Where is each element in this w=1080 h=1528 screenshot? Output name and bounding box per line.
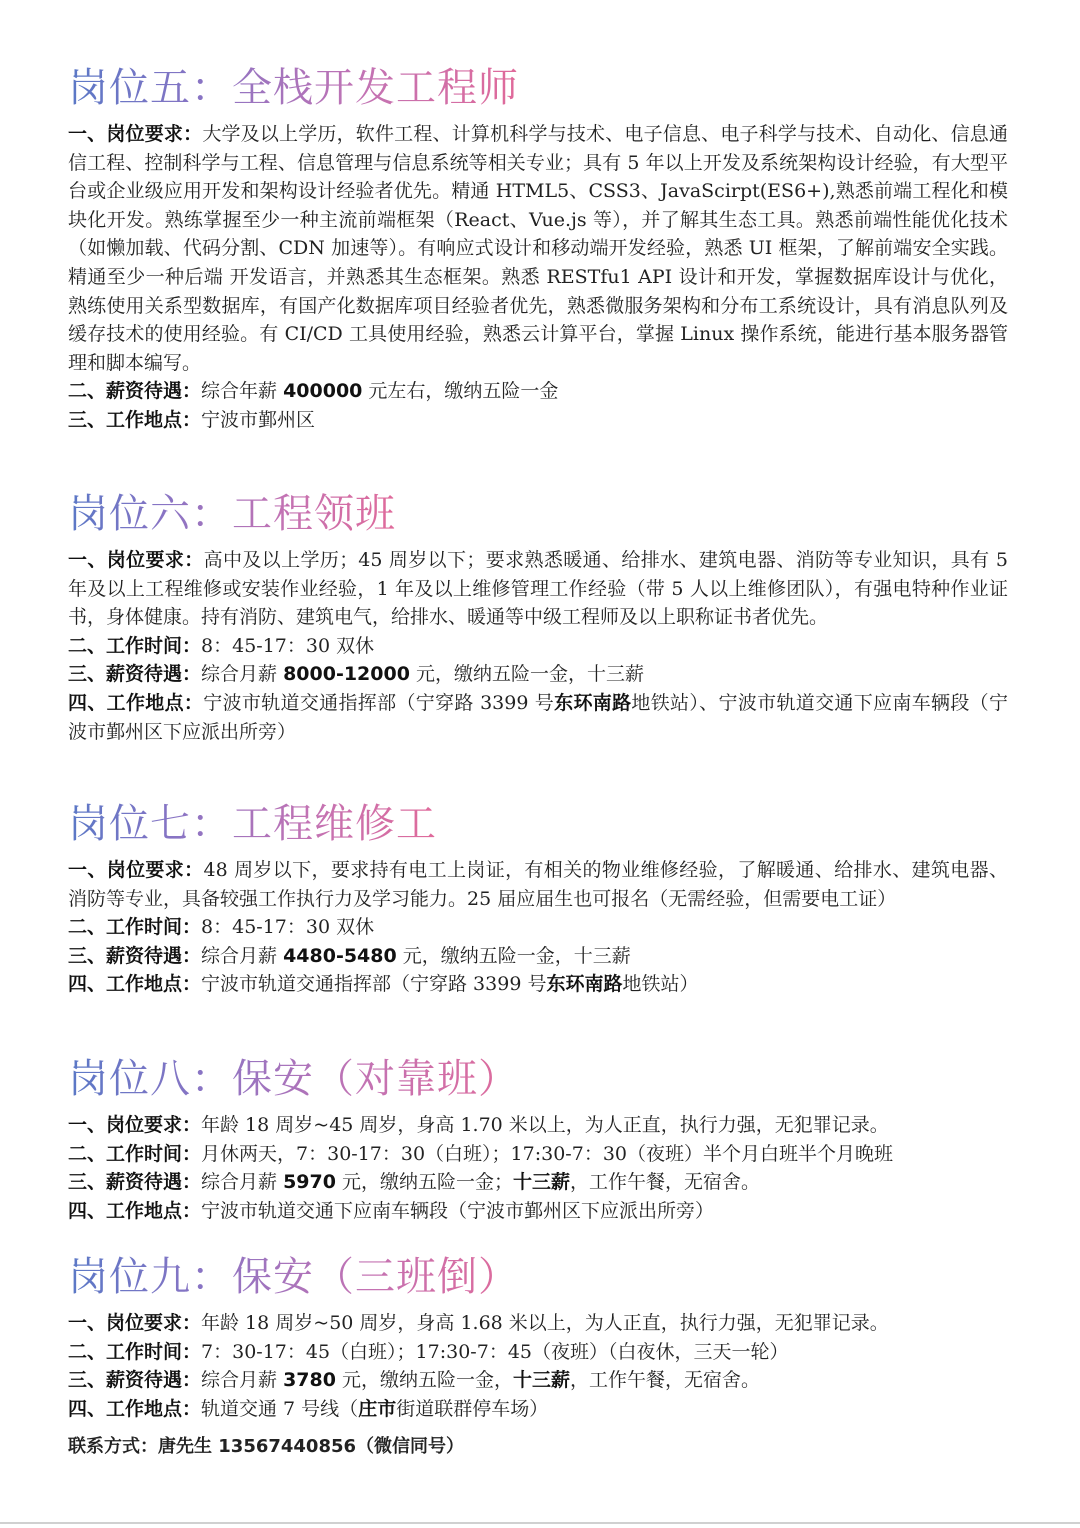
detail-text: 大学及以上学历，软件工程、计算机科学与技术、电子信息、电子科学与技术、自动化、信息通信工程、控制科学与工程、信息管理与信息系统等相关专业；具有 5 年以上开发及系统架构设计经验，有大型平台或企业级应用开发和架构设计经验者优先。精通 HTML5、CSS3、JavaScirpt(ES6+),熟悉前端工程化和模块化开发。熟练掌握至少一种主流前端框架（React、Vue.js 等），并了解其生态工具。熟悉前端性能优化技术（如懒加载、代码分割、CDN 加速等）。有响应式设计和移动端开发经验，熟悉 UI 框架，了解前端安全实践。精通至少一种后端 开发语言，并熟悉其生态框架。熟悉 RESTfu1 API 设计和开发，掌握数据库设计与优化，熟练使用关系型数据库，有国产化数据库项目经验者优先，熟悉微服务架构和分布工系统设计，具有消息队列及缓存技术的使用经验。有 CI/CD 工具使用经验，熟悉云计算平台，掌握 Linux 操作系统，能进行基本服务器管理和脚本编写。 bbox=[68, 123, 1008, 374]
detail-label: 四、工作地点： bbox=[68, 691, 204, 714]
contact-info: 联系方式：唐先生 13567440856（微信同号） bbox=[68, 1436, 465, 1457]
detail-label: 二、工作时间： bbox=[68, 634, 202, 657]
position-title: 岗位九：保安（三班倒） bbox=[68, 1254, 519, 1300]
detail-label: 二、工作时间： bbox=[68, 1142, 202, 1165]
detail-emphasis: 8000-12000 bbox=[283, 663, 410, 686]
detail-text: 元左右，缴纳五险一金 bbox=[362, 380, 559, 403]
position-7-section bbox=[68, 800, 1008, 999]
position-title: 岗位七：工程维修工 bbox=[68, 801, 437, 847]
detail-emphasis: 庄市 bbox=[358, 1397, 397, 1420]
detail-label: 一、岗位要求： bbox=[68, 549, 204, 571]
detail-text: 年龄 18 周岁~50 周岁，身高 1.68 米以上，为人正直，执行力强，无犯罪记录。 bbox=[201, 1312, 889, 1334]
detail-text: 综合月薪 bbox=[201, 1369, 284, 1392]
detail-label: 一、岗位要求： bbox=[68, 1312, 202, 1334]
detail-label: 一、岗位要求： bbox=[68, 859, 204, 881]
detail-line bbox=[68, 1197, 1008, 1226]
detail-emphasis: 十三薪 bbox=[513, 1171, 571, 1194]
detail-text: 综合月薪 bbox=[201, 1171, 284, 1194]
detail-line bbox=[68, 1395, 1008, 1424]
detail-line bbox=[68, 377, 1008, 406]
detail-line bbox=[68, 1338, 1008, 1367]
detail-line bbox=[68, 970, 1008, 999]
detail-text: 地铁站）、宁波市轨道交通下应南车辆段（宁波市鄞州区下应派出所旁） bbox=[68, 691, 1008, 743]
position-details bbox=[68, 856, 1008, 999]
detail-label: 一、岗位要求： bbox=[68, 1114, 202, 1136]
detail-text: 综合月薪 bbox=[201, 944, 284, 967]
position-details bbox=[68, 546, 1008, 746]
detail-emphasis: 3780 bbox=[283, 1369, 336, 1392]
detail-emphasis: 5970 bbox=[283, 1171, 336, 1194]
detail-text: 街道联群停车场） bbox=[396, 1397, 549, 1420]
detail-text: 8：45-17：30 双休 bbox=[201, 916, 375, 939]
detail-line bbox=[68, 1111, 1008, 1140]
detail-emphasis: 400000 bbox=[283, 380, 363, 403]
detail-text: 年龄 18 周岁~45 周岁，身高 1.70 米以上，为人正直，执行力强，无犯罪记录。 bbox=[201, 1114, 889, 1136]
detail-text: 综合月薪 bbox=[201, 663, 284, 686]
detail-label: 三、薪资待遇： bbox=[68, 663, 202, 686]
detail-text: 月休两天，7：30-17：30（白班）；17:30-7：30（夜班）半个月白班半个月晚班 bbox=[201, 1142, 893, 1165]
position-details bbox=[68, 120, 1008, 435]
detail-text: 宁波市鄞州区 bbox=[201, 408, 316, 431]
detail-label: 四、工作地点： bbox=[68, 1199, 202, 1222]
detail-text: 轨道交通 7 号线（ bbox=[201, 1397, 359, 1420]
position-8-section bbox=[68, 1055, 1008, 1225]
detail-label: 一、岗位要求： bbox=[68, 123, 203, 145]
detail-line bbox=[68, 632, 1008, 661]
detail-text: 宁波市轨道交通指挥部（宁穿路 3399 号 bbox=[201, 973, 547, 996]
detail-text: 宁波市轨道交通下应南车辆段（宁波市鄞州区下应派出所旁） bbox=[201, 1199, 715, 1222]
detail-emphasis: 东环南路 bbox=[546, 973, 623, 996]
detail-text: 元，缴纳五险一金， bbox=[335, 1369, 513, 1392]
bottom-divider bbox=[0, 1522, 1080, 1524]
position-details bbox=[68, 1111, 1008, 1225]
detail-line bbox=[68, 942, 1008, 971]
detail-text: ，工作午餐，无宿舍。 bbox=[570, 1171, 761, 1194]
detail-label: 二、薪资待遇： bbox=[68, 380, 202, 403]
detail-line bbox=[68, 689, 1008, 746]
detail-line bbox=[68, 1366, 1008, 1395]
detail-text: ，工作午餐，无宿舍。 bbox=[570, 1369, 761, 1392]
detail-line bbox=[68, 913, 1008, 942]
detail-emphasis: 东环南路 bbox=[554, 691, 632, 714]
detail-text: 元，缴纳五险一金； bbox=[335, 1171, 513, 1194]
detail-text: 元，缴纳五险一金，十三薪 bbox=[396, 944, 631, 967]
detail-line bbox=[68, 660, 1008, 689]
detail-text: 8：45-17：30 双休 bbox=[201, 634, 375, 657]
detail-label: 四、工作地点： bbox=[68, 1397, 202, 1420]
detail-label: 四、工作地点： bbox=[68, 973, 202, 996]
detail-text: 综合年薪 bbox=[201, 380, 284, 403]
detail-label: 二、工作时间： bbox=[68, 916, 202, 939]
detail-emphasis: 4480-5480 bbox=[283, 944, 397, 967]
detail-line bbox=[68, 406, 1008, 435]
detail-label: 三、薪资待遇： bbox=[68, 1369, 202, 1392]
detail-line bbox=[68, 546, 1008, 632]
detail-line bbox=[68, 1168, 1008, 1197]
detail-text: 元，缴纳五险一金，十三薪 bbox=[409, 663, 644, 686]
detail-text: 48 周岁以下，要求持有电工上岗证，有相关的物业维修经验，了解暖通、给排水、建筑电器、消防等专业，具备较强工作执行力及学习能力。25 届应届生也可报名（无需经验，但需要电工证） bbox=[68, 859, 1008, 910]
detail-label: 三、薪资待遇： bbox=[68, 1171, 202, 1194]
position-details bbox=[68, 1309, 1008, 1423]
detail-text: 地铁站） bbox=[622, 973, 699, 996]
detail-line bbox=[68, 1309, 1008, 1338]
detail-label: 三、工作地点： bbox=[68, 408, 202, 431]
detail-emphasis: 十三薪 bbox=[513, 1369, 571, 1392]
detail-text: 高中及以上学历；45 周岁以下；要求熟悉暖通、给排水、建筑电器、消防等专业知识，具有 5 年及以上工程维修或安装作业经验，1 年及以上维修管理工作经验（带 5 人以上维修团队），有强电特种作业证书，身体健康。持有消防、建筑电气，给排水、暖通等中级工程师及以上职称证书者优先。 bbox=[68, 549, 1008, 629]
position-title: 岗位五：全栈开发工程师 bbox=[68, 65, 519, 111]
position-title: 岗位六：工程领班 bbox=[68, 491, 396, 537]
detail-line bbox=[68, 1140, 1008, 1169]
detail-label: 三、薪资待遇： bbox=[68, 944, 202, 967]
detail-line bbox=[68, 856, 1008, 913]
detail-text: 7：30-17：45（白班）；17:30-7：45（夜班）（白夜休，三天一轮） bbox=[201, 1340, 789, 1363]
position-9-section bbox=[68, 1253, 1008, 1423]
position-5-section bbox=[68, 64, 1008, 435]
detail-line bbox=[68, 120, 1008, 377]
position-6-section bbox=[68, 490, 1008, 746]
position-title: 岗位八：保安（对靠班） bbox=[68, 1056, 519, 1102]
detail-text: 宁波市轨道交通指挥部（宁穿路 3399 号 bbox=[203, 691, 555, 714]
detail-label: 二、工作时间： bbox=[68, 1340, 202, 1363]
